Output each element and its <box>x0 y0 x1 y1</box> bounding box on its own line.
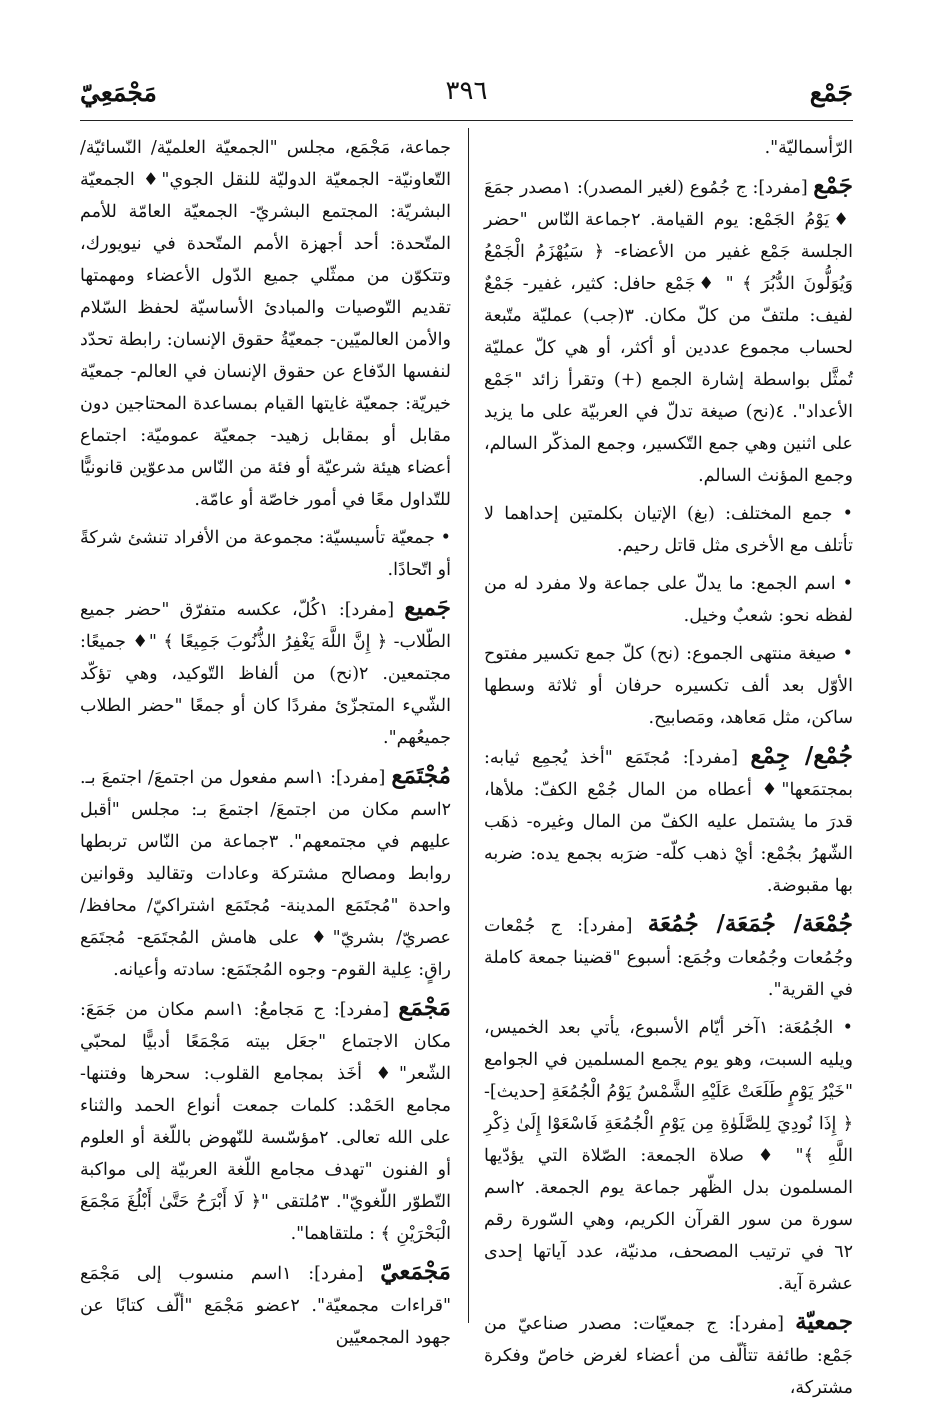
dictionary-entry <box>484 170 853 492</box>
column-divider <box>468 128 469 1323</box>
subentry: • الجُمُعَة: ١آخر أيّام الأسبوع، يأتي بعد الخميس، ويليه السبت، وهو يوم يجمع المسلمين في الجوامع "خَيْرُ يَوْمٍ طَلَعَتْ عَلَيْهِ الشَّمْسُ يَوْمُ الْجُمُعَةِ [حديث]- ﴿ إِذَا نُودِيَ لِلصَّلَوٰةِ مِن يَوْمِ الْجُمُعَةِ فَاسْعَوْا إِلَىٰ ذِكْرِ اللَّهِ ﴾" ♦ صلاة الجمعة: الصّلاة التي يؤدّيها المسلمون بدل الظّهر جماعة يوم الجمعة. ٢اسم سورة من سور القرآن الكريم، وهي السّورة رقم ٦٢ في ترتيب المصحف، مدنيّة، عدد آياتها إحدى عشرة آية. <box>484 1018 853 1294</box>
header-last-headword: مَجْمَعِيّ <box>80 78 157 107</box>
entry-headword: جَمْع <box>813 172 854 199</box>
dictionary-entry <box>484 1306 853 1404</box>
entry-headword: جَميع <box>404 594 451 621</box>
entry-headword: جُمْعَة/ جُمَعَة/ جُمُعَة <box>647 910 854 937</box>
entry-headword: جُمْع/ جِمْع <box>750 742 853 769</box>
entry-headword: مَجْمَعيّ <box>380 1258 451 1285</box>
dictionary-entry <box>80 1256 451 1354</box>
entry-definition: [مفرد]: ج جُمُوع (لغير المصدر): ١مصدر جمَعَ ♦يَوْمُ الجَمْع: يوم القيامة. ٢جماعة النّاس "حضر الجلسة جَمْع غفير من الأعضاء- ﴿ سَيُهْزَمُ الْجَمْعُ وَيُوَلُّونَ الدُّبُرَ ﴾ " ♦جَمْع حافل: كثير، غفير- جَمْعٌ لفيف: ملتفّ من كلّ مكان. ٣(جب) عمليّة متّبعة لحساب مجموع عددين أو أكثر، أو هي كلّ عمليّة تُمثَّل بواسطة إشارة الجمع (+) وتقرأ زائد "جَمْع الأعداد". ٤(نح) صيغة تدلّ في العربيّة على ما يزيد على اثنين وهي جمع التّكسير، وجمع المذكّر السالم، وجمع المؤنث السالم. <box>484 178 853 486</box>
entry-headword: مُجْتَمَع <box>391 762 451 789</box>
dictionary-entry <box>80 760 451 986</box>
subentry: • صيغة منتهى الجموع: (نح) كلّ جمع تكسير مفتوح الأوّل بعد ألف تكسيره حرفان أو ثلاثة وسطها ساكن، مثل مَعاهد، ومَصابيح. <box>484 644 853 728</box>
page-header <box>80 72 853 112</box>
entry-definition: [مفرد]: ج جمعيّات: مصدر صناعيّ من جَمْع: طائفة تتألّف من أعضاء لغرض خاصّ وفكرة مشتركة، <box>484 1314 853 1398</box>
left-column <box>80 132 451 1348</box>
header-first-headword: جَمْع <box>809 78 853 107</box>
continuation-text: جماعة، مَجْمَع، مجلس "الجمعيّة العلميّة/ النّسائيّة/ التّعاونيّة- الجمعيّة الدوليّة للنقل الجوي"♦ الجمعيّة البشريّة: المجتمع البشريّ- الجمعيّة العامّة للأمم المتّحدة: أحد أجهزة الأمم المتّحدة في نيويورك، وتتكوّن من ممثّلي جميع الدّول الأعضاء ومهمتها تقديم التّوصيات والمبادئ الأساسيّة لحفظ السّلام والأمن العالميّين- جمعيّةُ حقوق الإنسان: رابطة تحدّد لنفسها الدّفاع عن حقوق الإنسان في العالم- جمعيّة خيريّة: جمعيّة غايتها القيام بمساعدة المحتاجين دون مقابل أو بمقابل زهيد- جمعيّة عموميّة: اجتماع أعضاء هيئة شرعيّة أو فئة من النّاس مدعوّين قانونيًّا للتّداول معًا في أمور خاصّة أو عامّة. <box>80 138 451 510</box>
entry-headword: جمعيّة <box>795 1308 853 1335</box>
entry-definition: [مفرد]: مُجتَمَع "أخذ يُجمِع ثيابه: بمجتمَعها"♦ أعطاه من المال جُمْع الكفّ: ملأها، قدرَ ما يشتمل عليه الكفّ من المال وغيره- ذهَب الشّهرُ بجُمْع: أيْ ذهب كلّه- ضرَبه بجمع يده: ضربه بها مقبوضة. <box>484 748 853 896</box>
dictionary-entry <box>80 592 451 754</box>
entry-headword: مَجْمَع <box>398 994 451 1021</box>
right-column <box>484 132 854 1398</box>
subentry: • اسم الجمع: ما يدلّ على جماعة ولا مفرد له من لفظه نحو: شعبٌ وخيل. <box>484 574 853 626</box>
entry-definition: [مفرد]: ١اسم مفعول من اجتمعَ/ اجتمعَ بـ. ٢اسم مكان من اجتمعَ/ اجتمعَ بـ: مجلس "أقبل عليهم في مجتمعهم". ٣جماعة من النّاس تربطها روابط ومصالح مشتركة وعادات وتقاليد وقوانين واحدة "مُجتَمَع المدينة- مُجتَمَع اشتراكيّ/ محافظ/ عصريّ/ بشريّ"♦ على هامش المُجتَمَع- مُجتَمَع راقٍ: عِلية القوم- وجوه المُجتَمَع: سادته وأعيانه. <box>80 768 451 980</box>
page-number: ٣٩٦ <box>445 76 488 106</box>
dictionary-entry <box>484 908 853 1006</box>
entry-definition: [مفرد]: ج مَجامعُ: ١اسم مكان من جَمَعَ: مكان الاجتماع "جعَل بيته مَجْمَعًا أدبيًّا لمحبّي الشّعر"♦ أخَذ بمجامع القلوب: سحرها وفتنها- مجامع الحَمْد: كلمات جمعت أنواع الحمد والثناء على الله تعالى. ٢مؤسّسة للنّهوض باللّغة أو العلوم أو الفنون "تهدف مجامع اللّغة العربيّة إلى مواكبة التّطوّر اللّغويّ". ٣مُلتقى "﴿ لَا أَبْرَحُ حَتَّىٰ أَبْلُغَ مَجْمَعَ الْبَحْرَيْنِ ﴾ : ملتقاهما". <box>80 1000 451 1244</box>
entry-definition: [مفرد]: ١كُلّ، عكسه متفرّق "حضر جميع الطّلاب- ﴿ إِنَّ اللَّهَ يَغْفِرُ الذُّنُوبَ جَمِيعًا ﴾ "♦ جميعًا: مجتمعين. ٢(نح) من ألفاظ التّوكيد، وهي تؤكّد الشّيء المتجزّئ مفردًا كان أو جمعًا "حضر الطلاب جميعُهم". <box>80 600 451 748</box>
subentry: • جمع المختلف: (بغ) الإتيان بكلمتين إحداهما لا تأتلف مع الأخرى مثل قاتل رحيم. <box>484 504 853 556</box>
subentry: • جمعيّة تأسيسيّة: مجموعة من الأفراد تنشئ شركةً أو اتّحادًا. <box>80 528 451 580</box>
entry-definition: [مفرد]: ١اسم منسوب إلى مَجْمَع "قراءات مجمعيّة". ٢عضو مَجْمَع "ألّف كتابًا عن جهود المجمعيّين <box>80 1264 451 1348</box>
header-rule <box>80 120 853 121</box>
continuation-text: الرّأسماليّة". <box>764 138 853 158</box>
entry-definition: [مفرد]: ج جُمْعات وجُمُعات وجُمُعات وجُمَع: أسبوع "قضينا جمعة كاملة في القرية". <box>484 916 853 1000</box>
dictionary-entry <box>80 992 451 1250</box>
dictionary-entry <box>484 740 853 902</box>
